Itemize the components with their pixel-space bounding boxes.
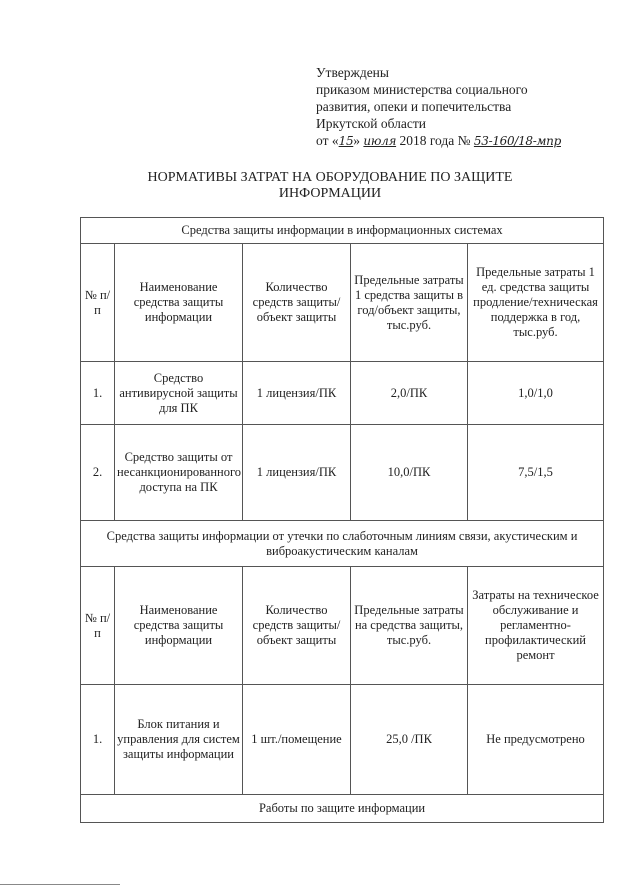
- date-mid: »: [353, 133, 361, 148]
- row-ext: Не предусмотрено: [468, 685, 604, 795]
- approval-line-4: Иркутской области: [316, 116, 427, 131]
- page-edge-rule: [0, 884, 120, 885]
- header-name: Наименование средства защиты информации: [115, 244, 243, 362]
- table-row: [81, 362, 604, 425]
- document-title: НОРМАТИВЫ ЗАТРАТ НА ОБОРУДОВАНИЕ ПО ЗАЩИТЕ ИНФОРМАЦИИ: [147, 170, 513, 201]
- approval-line-1: Утверждены: [316, 65, 389, 80]
- row-cost: 25,0 /ПК: [351, 685, 468, 795]
- section-1-heading: Средства защиты информации в информационных системах: [81, 218, 604, 244]
- approval-date-line: [316, 132, 636, 150]
- approval-block: [316, 64, 636, 150]
- section-2-header-row: [81, 567, 604, 685]
- row-ext: 1,0/1,0: [468, 362, 604, 425]
- section-1-header-row: [81, 244, 604, 362]
- norms-table: [80, 217, 604, 823]
- approval-line-2: приказом министерства социального: [316, 82, 528, 97]
- row-name: Средство антивирусной защиты для ПК: [115, 362, 243, 425]
- row-qty: 1 лицензия/ПК: [243, 362, 351, 425]
- row-qty: 1 лицензия/ПК: [243, 425, 351, 521]
- row-num: 1.: [81, 685, 115, 795]
- header-qty: Количество средств защиты/объект защиты: [243, 567, 351, 685]
- table-row: [81, 685, 604, 795]
- row-name: Средство защиты от несанкционированного доступа на ПК: [115, 425, 243, 521]
- row-num: 1.: [81, 362, 115, 425]
- header-cost: Предельные затраты на средства защиты, тыс.руб.: [351, 567, 468, 685]
- header-num: № п/п: [81, 567, 115, 685]
- section-3-heading: Работы по защите информации: [81, 795, 604, 823]
- section-1-row: [81, 218, 604, 244]
- header-num: № п/п: [81, 244, 115, 362]
- header-ext: Затраты на техническое обслуживание и регламентно-профилактический ремонт: [468, 567, 604, 685]
- row-cost: 10,0/ПК: [351, 425, 468, 521]
- date-day: 15: [338, 134, 354, 148]
- row-cost: 2,0/ПК: [351, 362, 468, 425]
- header-name: Наименование средства защиты информации: [115, 567, 243, 685]
- approval-line-3: развития, опеки и попечительства: [316, 99, 512, 114]
- section-2-heading: Средства защиты информации от утечки по слаботочным линиям связи, акустическим и виброакустическим каналам: [81, 521, 604, 567]
- table-row: [81, 425, 604, 521]
- row-qty: 1 шт./помещение: [243, 685, 351, 795]
- date-prefix: от «: [316, 133, 339, 148]
- section-3-row: [81, 795, 604, 823]
- row-ext: 7,5/1,5: [468, 425, 604, 521]
- date-year: 2018 года №: [399, 133, 471, 148]
- header-cost: Предельные затраты 1 средства защиты в год/объект защиты, тыс.руб.: [351, 244, 468, 362]
- row-name: Блок питания и управления для систем защиты информации: [115, 685, 243, 795]
- section-2-row: [81, 521, 604, 567]
- row-num: 2.: [81, 425, 115, 521]
- header-qty: Количество средств защиты/объект защиты: [243, 244, 351, 362]
- header-ext: Предельные затраты 1 ед. средства защиты продление/техническая поддержка в год, тыс.руб.: [468, 244, 604, 362]
- order-number: 53-160/18-мпр: [473, 134, 561, 148]
- date-month: июля: [363, 134, 397, 148]
